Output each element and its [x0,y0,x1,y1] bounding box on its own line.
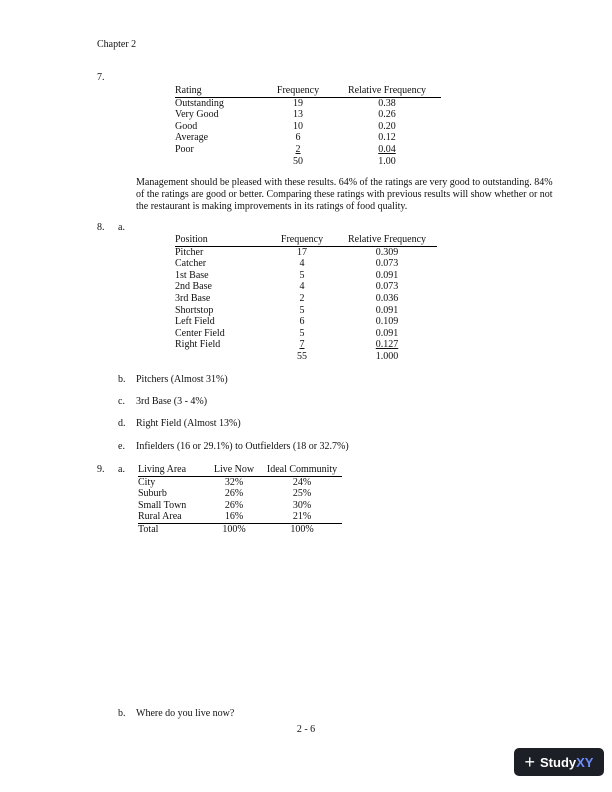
cell-living-area: Rural Area [138,511,182,523]
col-header-relative-frequency: Relative Frequency [333,85,441,97]
table-row [175,144,441,156]
col-header-position: Position [175,234,267,246]
table-header-row [175,85,441,97]
col-header-living-area: Living Area [138,464,206,476]
cell-rating: Good [175,120,198,132]
col-header-frequency: Frequency [267,234,337,246]
table-row [138,511,342,523]
cell-frequency: 4 [299,281,305,293]
cell-live-now: 16% [224,511,244,523]
total-relative-frequency: 1.00 [378,155,396,167]
cell-position: 3rd Base [175,292,211,304]
cell-position: Catcher [175,258,207,270]
q8-part-d-label: d. [118,418,126,429]
q8-part-a-label: a. [118,222,125,233]
cell-frequency: 7 [299,339,305,351]
cell-relative-frequency: 0.036 [375,292,399,304]
cell-relative-frequency: 0.12 [378,132,396,144]
q8-part-d-answer: Right Field (Almost 13%) [136,418,241,429]
table-row [175,305,437,317]
q8-part-e-label: e. [118,441,125,452]
cell-frequency: 2 [295,143,301,155]
cell-ideal-community: 24% [292,476,312,488]
q8-part-c-answer: 3rd Base (3 - 4%) [136,396,208,407]
cell-relative-frequency: 0.073 [375,258,399,270]
table-row [175,293,437,305]
cell-ideal-community: 25% [292,488,312,500]
cell-live-now: 26% [224,488,244,500]
table-row [175,328,437,340]
col-header-relative-frequency: Relative Frequency [337,234,437,246]
table-total-row [175,351,437,363]
cell-relative-frequency: 0.091 [375,327,399,339]
q8-part-b-answer: Pitchers (Almost 31%) [136,374,228,385]
chapter-header: Chapter 2 [97,39,137,50]
cell-relative-frequency: 0.38 [378,97,396,109]
col-header-frequency: Frequency [263,85,333,97]
table-row [175,97,441,109]
cell-relative-frequency: 0.20 [378,120,396,132]
cell-frequency: 5 [299,304,305,316]
cell-frequency: 6 [295,132,301,144]
cell-living-area: City [138,476,156,488]
table-row [175,339,437,351]
cell-living-area: Small Town [138,499,187,511]
cell-relative-frequency: 0.26 [378,109,396,121]
cell-frequency: 5 [299,269,305,281]
cell-frequency: 13 [293,109,303,121]
q8-part-e-answer: Infielders (16 or 29.1%) to Outfielders (18 or 32.7%) [136,441,349,452]
col-header-rating: Rating [175,85,263,97]
studyxy-badge[interactable] [514,748,604,776]
table-row [175,246,437,258]
table-row [175,121,441,133]
q9-part-b-question: Where do you live now? [136,708,235,719]
cell-frequency: 19 [293,97,303,109]
brand-main: Study [540,754,577,770]
cell-frequency: 10 [293,120,303,132]
q9-part-b-label: b. [118,708,126,719]
cell-living-area: Suburb [138,488,167,500]
cell-position: Pitcher [175,246,204,258]
cell-live-now: 32% [224,476,244,488]
cell-live-now: 26% [224,499,244,511]
table-row [175,316,437,328]
q7-discussion-paragraph: Management should be pleased with these results. 64% of the ratings are very good to outstanding. 84% of the ratings are good or better. Comparing these ratings with previous results will show whether or not the restaurant is making improvements in its ratings of food quality. [136,177,553,212]
cell-frequency: 2 [299,292,305,304]
table-row [138,500,342,512]
q8-position-table [175,234,437,363]
table-total-row [175,156,441,168]
q7-rating-table [175,85,441,167]
cell-relative-frequency: 0.04 [378,143,396,155]
cell-ideal-community: 21% [292,511,312,523]
cell-position: Shortstop [175,304,214,316]
q9-part-a-label: a. [118,464,125,475]
cell-ideal-community: 30% [292,499,312,511]
table-row [138,476,342,488]
cell-relative-frequency: 0.073 [375,281,399,293]
question-9-number: 9. [97,464,105,475]
total-frequency: 55 [297,350,307,362]
cell-relative-frequency: 0.109 [375,316,399,328]
cell-frequency: 4 [299,258,305,270]
table-total-row [138,523,342,535]
table-header-row [138,464,342,476]
plus-icon: + [524,752,536,772]
page-number: 2 - 6 [296,724,316,735]
table-row [175,258,437,270]
cell-position: 2nd Base [175,281,212,293]
q8-part-c-label: c. [118,396,125,407]
cell-rating: Outstanding [175,97,224,109]
cell-position: Left Field [175,316,215,328]
total-live-now: 100% [222,523,246,535]
total-ideal-community: 100% [290,523,314,535]
cell-frequency: 6 [299,316,305,328]
total-label: Total [138,523,159,535]
cell-position: 1st Base [175,269,209,281]
cell-rating: Average [175,132,209,144]
cell-position: Right Field [175,339,221,351]
cell-frequency: 17 [297,246,307,258]
cell-position: Center Field [175,327,225,339]
table-row [138,488,342,500]
cell-frequency: 5 [299,327,305,339]
q9-living-area-table [138,464,342,536]
question-8-number: 8. [97,222,105,233]
cell-rating: Very Good [175,109,219,121]
total-frequency: 50 [293,155,303,167]
col-header-ideal-community: Ideal Community [262,464,342,476]
total-relative-frequency: 1.000 [375,350,399,362]
cell-relative-frequency: 0.091 [375,304,399,316]
table-row [175,270,437,282]
brand-name [540,755,593,770]
table-row [175,109,441,121]
cell-rating: Poor [175,143,194,155]
cell-relative-frequency: 0.091 [375,269,399,281]
col-header-live-now: Live Now [206,464,262,476]
cell-relative-frequency: 0.127 [375,339,399,351]
q8-part-b-label: b. [118,374,126,385]
table-header-row [175,234,437,246]
cell-relative-frequency: 0.309 [375,246,399,258]
brand-accent: XY [576,754,594,770]
table-row [175,281,437,293]
question-7-number: 7. [97,72,105,83]
table-row [175,132,441,144]
